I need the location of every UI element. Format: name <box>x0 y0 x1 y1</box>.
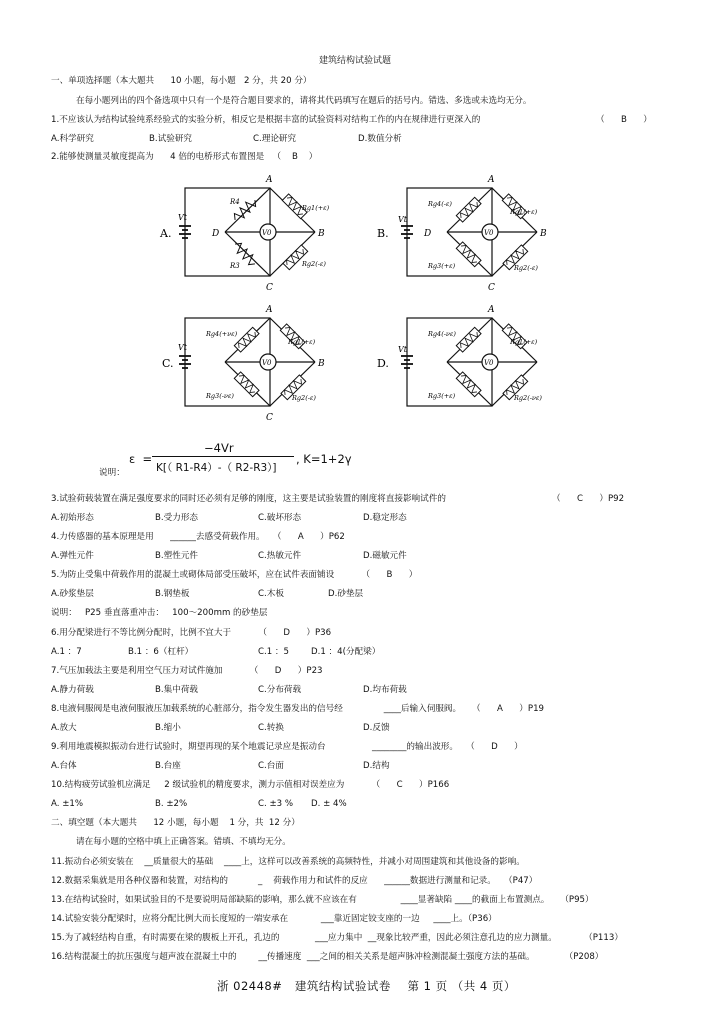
q7-option-c: C.分布荷载 <box>258 685 302 695</box>
fill-question-11: 11.振动台必须安装在 __质量很大的基础 ____上，这样可以改善系统的高频特性，并减小对周围建筑和其他设备的影响。 <box>51 857 525 867</box>
q5-stem: 5.为防止受集中荷载作用的混凝土或砌体局部受压破坏，应在试件表面铺设 （ B ） <box>51 570 418 580</box>
q2-stem: 2.能够使测量灵敏度提高为 4 倍的电桥形式布置图是 （ B ） <box>51 152 318 162</box>
svg-text:Rg4(-ε): Rg4(-ε) <box>428 200 452 208</box>
q5-option-b: B.钢垫板 <box>155 589 190 599</box>
svg-text:Rg3(-νε): Rg3(-νε) <box>206 392 234 400</box>
q9-option-b: B.台座 <box>155 761 181 771</box>
svg-text:R4: R4 <box>230 198 240 206</box>
q3-option-c: C.破坏形态 <box>258 513 302 523</box>
svg-text:B: B <box>318 359 325 369</box>
svg-text:Vt: Vt <box>398 215 407 224</box>
q8-option-b: B.缩小 <box>155 723 181 733</box>
fill-question-16: 16.结构混凝土的抗压强度与超声波在混凝土中的 __传播速度 ___之间的相关关系是超声脉冲检测混凝土强度方法的基础。 （P208） <box>51 952 604 962</box>
svg-text:C: C <box>266 413 273 420</box>
svg-text:Rg2(-νε): Rg2(-νε) <box>514 394 542 402</box>
svg-text:Rg2(-ε): Rg2(-ε) <box>292 394 316 402</box>
q5-option-d: D.砂垫层 <box>328 589 364 599</box>
q4-stem: 4.力传感器的基本原理是用 ______去感受荷载作用。 （ A ）P62 <box>51 532 345 542</box>
q5-option-c: C.木板 <box>258 589 284 599</box>
q6-stem: 6.用分配梁进行不等比例分配时，比例不宜大于 （ D ）P36 <box>51 628 332 638</box>
q1-stem: 1.不应该认为结构试验纯系经验式的实验分析，相反它是根据丰富的试验资料对结构工作的内在规律进行更深入的 <box>51 115 481 125</box>
q6-option-c: C.1 ：5 <box>258 647 289 657</box>
svg-text:D: D <box>212 229 220 239</box>
fill-question-13: 13.在结构试验时，如果试验目的不是要说明局部缺陷的影响，那么就不应该在有 ____显著缺陷 ____的截面上布置测点。 （P95） <box>51 895 594 905</box>
q9-option-a: A.台体 <box>51 761 77 771</box>
section-1-header: 一、单项选择题（本大题共 10 小题，每小题 2 分，共 20 分） <box>51 76 312 86</box>
q1-option-a: A.科学研究 <box>51 134 94 144</box>
section-1-instruction: 在每小题列出的四个备选项中只有一个是符合题目要求的，请将其代码填写在题后的括号内。错选、多选或未选均无分。 <box>76 96 532 106</box>
q6-option-a: A.1 ：7 <box>51 647 82 657</box>
q6-option-b: B.1 ：6（杠杆） <box>128 647 194 657</box>
q1-option-d: D.数值分析 <box>358 134 402 144</box>
q3-option-d: D.稳定形态 <box>363 513 407 523</box>
panel-a-letter: A. <box>160 227 172 240</box>
svg-text:Vt: Vt <box>398 345 407 354</box>
q8-stem: 8.电液伺服阀是电液伺服液压加载系统的心脏部分，指令发生器发出的信号经 ____后输入伺服阀。 （ A ）P19 <box>51 704 545 714</box>
q4-option-a: A.弹性元件 <box>51 551 94 561</box>
q3-answer: （ C ）P92 <box>552 494 625 504</box>
q7-option-a: A.静力荷载 <box>51 685 94 695</box>
q7-option-d: D.均布荷载 <box>363 685 407 695</box>
q4-option-d: D.磁敏元件 <box>363 551 407 561</box>
q9-option-d: D.结构 <box>363 761 390 771</box>
panel-c-letter: C. <box>162 357 174 370</box>
q7-stem: 7.气压加载法主要是利用空气压力对试件施加 （ D ）P23 <box>51 666 323 676</box>
svg-text:A: A <box>488 175 495 185</box>
svg-text:A: A <box>266 175 273 185</box>
q9-stem: 9.利用地震模拟振动台进行试验时，期望再现的某个地震记录应是振动台 ________的输出波形。 （ D ） <box>51 742 523 752</box>
section-2-header: 二、填空题（本大题共 12 小题，每小题 1 分，共 12 分） <box>51 818 300 828</box>
q4-option-b: B.塑性元件 <box>155 551 199 561</box>
svg-text:Rg4(-νε): Rg4(-νε) <box>428 330 456 338</box>
q10-option-c: C. ±3 % <box>258 799 294 809</box>
bridge-diagram-c <box>162 305 325 420</box>
q1-option-b: B.试验研究 <box>149 134 193 144</box>
q8-option-c: C.转换 <box>258 723 284 733</box>
page-footer: 浙 02448# 建筑结构试验试卷 第 1 页 （共 4 页） <box>217 979 516 993</box>
q8-option-d: D.反馈 <box>363 723 390 733</box>
svg-text:D: D <box>424 229 432 239</box>
q3-option-b: B.受力形态 <box>155 513 199 523</box>
formula-numerator: −4Vr <box>204 441 234 455</box>
panel-d-letter: D. <box>377 357 389 370</box>
formula-lhs: ε = <box>129 452 153 466</box>
fill-question-15: 15.为了减轻结构自重，有时需要在梁的腹板上开孔，孔边的 ___应力集中 __现象比较严重，因此必须注意孔边的应力测量。 （P113） <box>51 933 623 943</box>
q10-option-b: B. ±2% <box>155 799 188 809</box>
q10-option-d: D. ± 4% <box>311 799 347 809</box>
svg-text:Vt: Vt <box>178 343 187 352</box>
q1-option-c: C.理论研究 <box>253 134 297 144</box>
svg-text:V0: V0 <box>262 359 272 367</box>
fill-question-12: 12.数据采集就是用各种仪器和装置，对结构的 _ 荷载作用力和试件的反应 ______数据进行测量和记录。 （P47） <box>51 876 538 886</box>
formula-note: 说明： <box>99 468 125 478</box>
formula-denominator: K[（ R1-R4）-（ R2-R3）] <box>156 462 277 474</box>
svg-text:A: A <box>266 305 273 315</box>
svg-text:Rg1(+ε): Rg1(+ε) <box>510 338 538 346</box>
svg-text:Rg2(-ε): Rg2(-ε) <box>514 264 538 272</box>
q7-option-b: B.集中荷载 <box>155 685 199 695</box>
svg-text:B: B <box>318 229 325 239</box>
svg-text:Rg1(+ε): Rg1(+ε) <box>302 204 330 212</box>
svg-text:Rg4(+νε): Rg4(+νε) <box>206 330 238 338</box>
q1-answer: （ B ） <box>596 115 652 125</box>
q4-option-c: C.热敏元件 <box>258 551 302 561</box>
svg-text:V0: V0 <box>484 359 494 367</box>
svg-text:Rg1(+ε): Rg1(+ε) <box>510 208 538 216</box>
q8-option-a: A.放大 <box>51 723 77 733</box>
svg-text:C: C <box>488 283 495 293</box>
svg-text:V0: V0 <box>484 229 494 237</box>
q3-stem: 3.试验荷载装置在满足强度要求的同时还必须有足够的刚度，这主要是试验装置的刚度将直接影响试件的 <box>51 494 446 504</box>
bridge-circuit-diagrams <box>150 170 570 420</box>
svg-text:Rg1(+ε): Rg1(+ε) <box>288 338 316 346</box>
q5-note: 说明： P25 垂直落重冲击： 100～200mm 的砂垫层 <box>51 608 268 618</box>
bridge-diagram-a <box>159 175 330 293</box>
svg-text:B: B <box>540 229 547 239</box>
bridge-diagram-d <box>377 305 542 406</box>
formula-rhs: , K=1+2γ <box>296 452 352 466</box>
q3-option-a: A.初始形态 <box>51 513 94 523</box>
fill-question-14: 14.试验安装分配梁时，应将分配比例大而长度短的一端安承在 ___靠近固定铰支座的一边 ____上。（P36） <box>51 914 497 924</box>
section-2-instruction: 请在每小题的空格中填上正确答案。错填、不填均无分。 <box>76 837 291 847</box>
q5-option-a: A.砂浆垫层 <box>51 589 94 599</box>
svg-text:A: A <box>488 305 495 315</box>
svg-text:Rg3(+ε): Rg3(+ε) <box>428 262 456 270</box>
svg-text:C: C <box>266 283 273 293</box>
svg-text:Vt: Vt <box>178 213 187 222</box>
panel-b-letter: B. <box>377 227 389 240</box>
svg-text:R3: R3 <box>230 262 240 270</box>
page-title: 建筑结构试验试题 <box>319 56 392 66</box>
q10-stem: 10.结构疲劳试验机应满足 2 级试验机的精度要求，测力示值相对误差应为 （ C ）P166 <box>51 780 450 790</box>
q10-option-a: A. ±1% <box>51 799 84 809</box>
svg-text:Rg2(-ε): Rg2(-ε) <box>302 260 326 268</box>
q9-option-c: C.台面 <box>258 761 284 771</box>
q6-option-d: D.1 ：4(分配梁） <box>311 647 381 657</box>
formula-fraction-bar <box>152 456 294 457</box>
bridge-diagram-b <box>377 175 547 293</box>
svg-text:Rg3(+ε): Rg3(+ε) <box>428 392 456 400</box>
svg-text:V0: V0 <box>262 229 272 237</box>
